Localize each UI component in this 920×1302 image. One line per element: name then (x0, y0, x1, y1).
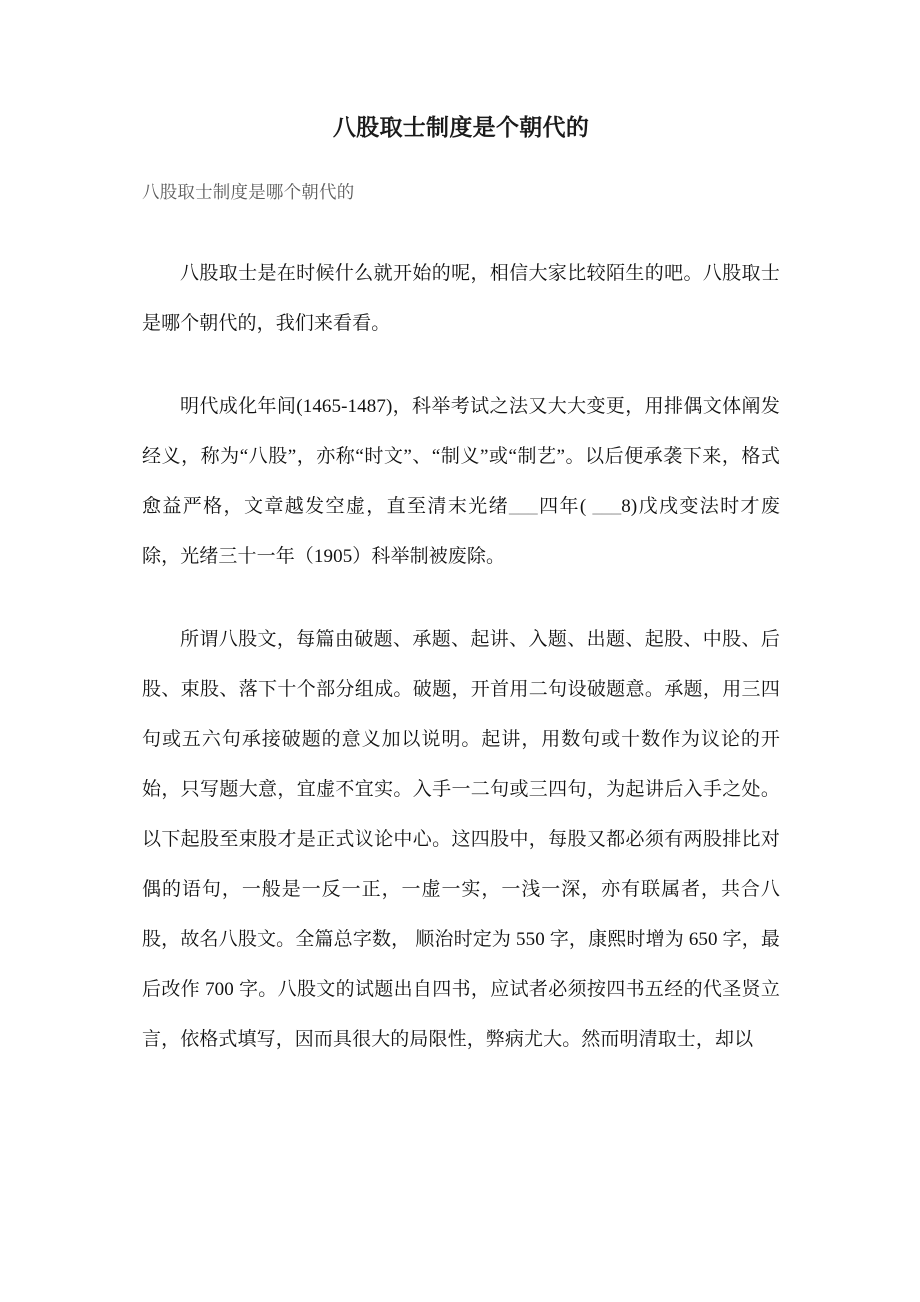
document-subtitle: 八股取士制度是哪个朝代的 (142, 182, 355, 202)
paragraph-intro: 八股取士是在时候什么就开始的呢，相信大家比较陌生的吧。八股取士是哪个朝代的，我们来看看。 (142, 263, 780, 334)
fill-in-blank: ___ (508, 496, 538, 517)
document-content (142, 0, 780, 1065)
paragraph-ming-chenghua: 明代成化年间(1465-1487)，科举考试之法又大大变更，用排偶文体阐发经义，称为“八股”，亦称“时文”、“制义”或“制艺”。以后便承袭下来，格式愈益严格，文章越发空虚，直至清末光绪___四年( ___8)戊戌变法时才废除，光绪三十一年（1905）科举制被废除。 (142, 396, 780, 567)
fill-in-blank: ___ (592, 496, 622, 517)
document-body (142, 205, 780, 1065)
page-title: 八股取士制度是个朝代的 (332, 114, 590, 140)
paragraph-baguwen-structure: 所谓八股文，每篇由破题、承题、起讲、入题、出题、起股、中股、后股、束股、落下十个部分组成。破题，开首用二句设破题意。承题，用三四句或五六句承接破题的意义加以说明。起讲，用数句或十数作为议论的开始，只写题大意，宜虚不宜实。入手一二句或三四句，为起讲后入手之处。以下起股至束股才是正式议论中心。这四股中，每股又都必须有两股排比对偶的语句，一般是一反一正，一虚一实，一浅一深，亦有联属者，共合八股，故名八股文。全篇总字数， 顺治时定为 550 字，康熙时增为 650 字，最后改作 700 字。八股文的试题出自四书，应试者必须按四书五经的代圣贤立言，依格式填写，因而具很大的局限性，弊病尤大。然而明清取士，却以 (142, 629, 780, 1050)
